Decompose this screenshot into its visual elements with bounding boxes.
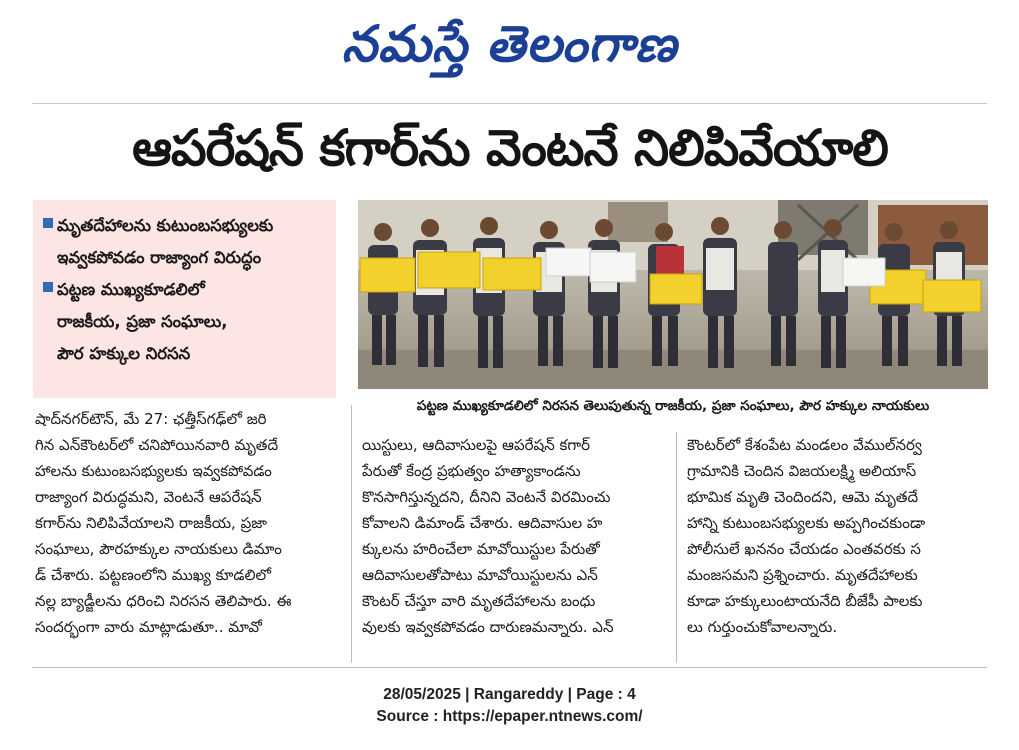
top-rule: [32, 103, 987, 104]
article-line: హాలను కుటుంబసభ్యులకు ఇవ్వకపోవడం: [35, 462, 272, 480]
article-line: హాన్ని కుటుంబసభ్యులకు అప్పగించకుండా: [687, 514, 926, 532]
protest-photo-illustration: [358, 200, 988, 389]
highlight-line: పట్టణ ముఖ్యకూడలిలో: [57, 280, 205, 299]
column-divider: [676, 432, 677, 663]
headline: ఆపరేషన్ కగార్‌ను వెంటనే నిలిపివేయాలి: [132, 118, 888, 177]
highlight-line: మృతదేహాలను కుటుంబసభ్యులకు: [57, 216, 274, 235]
article-line: వులకు ఇవ్వకపోవడం దారుణమన్నారు. ఎన్: [362, 618, 614, 636]
article-line: గ్రామానికి చెందిన విజయలక్ష్మి అలియాస్: [687, 462, 917, 480]
article-line: యిస్టులు, ఆదివాసులపై ఆపరేషన్ కగార్: [362, 436, 591, 454]
article-line: షాద్‌నగర్‌టౌన్, మే 27: ఛత్తీస్‌గఢ్‌లో జరి: [35, 410, 267, 428]
highlight-line: రాజకీయ, ప్రజా సంఘాలు,: [57, 312, 228, 331]
square-bullet-icon: [43, 218, 53, 228]
article-line: పోలీసులే ఖననం చేయడం ఎంతవరకు స: [687, 540, 921, 558]
photo-caption: పట్టణ ముఖ్యకూడలిలో నిరసన తెలుపుతున్న రాజకీయ, ప్రజా సంఘాలు, పౌర హక్కుల నాయకులు: [416, 397, 930, 414]
article-line: కూడా హక్కులుంటాయనేది బీజేపీ పాలకు: [687, 592, 923, 610]
article-line: లు గుర్తుంచుకోవాలన్నారు.: [687, 618, 838, 636]
masthead: [0, 0, 1019, 100]
article-line: నల్ల బ్యాడ్జీలను ధరించి నిరసన తెలిపారు. ఈ: [35, 592, 292, 610]
article-line: క్కులను హరించేలా మావోయిస్టుల పేరుతో: [362, 540, 600, 558]
article-column-3: [687, 432, 987, 640]
article-line: కౌంటర్ చేస్తూ వారి మృతదేహాలను బంధు: [362, 592, 596, 610]
article-line: భూమిక మృతి చెందిందని, ఆమె మృతదే: [687, 488, 919, 506]
bottom-rule: [32, 667, 987, 668]
article-line: రాజ్యాంగ విరుద్ధమని, వెంటనే ఆపరేషన్: [35, 488, 262, 506]
highlight-item: [43, 210, 328, 274]
article-column-2: [362, 432, 667, 640]
article-line: డ్ చేశారు. పట్టణంలోని ముఖ్య కూడలిలో: [35, 566, 271, 584]
column-divider: [351, 405, 352, 663]
newspaper-logo: నమస్తే తెలంగాణ: [341, 14, 678, 73]
article-line: కౌంటర్‌లో కేశంపేట మండలం వేముల్‌నర్వ: [687, 436, 922, 454]
article-line: కోవాలని డిమాండ్ చేశారు. ఆదివాసుల హ: [362, 514, 603, 532]
footer: [0, 684, 1019, 728]
highlight-line: పౌర హక్కుల నిరసన: [57, 344, 191, 363]
article-line: కగార్‌ను నిలిపివేయాలని రాజకీయ, ప్రజా: [35, 514, 267, 532]
article-line: మంజసమని ప్రశ్నించారు. మృతదేహాలకు: [687, 566, 918, 584]
footer-source-link[interactable]: Source : https://epaper.ntnews.com/: [376, 708, 643, 725]
highlight-line: ఇవ్వకపోవడం రాజ్యాంగ విరుద్ధం: [57, 248, 262, 267]
article-line: పేరుతో కేంద్ర ప్రభుత్వం హత్యాకాండను: [362, 462, 581, 480]
protest-photo: [358, 200, 988, 389]
footer-date-line: 28/05/2025 | Rangareddy | Page : 4: [383, 686, 636, 703]
article-line: ఆదివాసులతోపాటు మావోయిస్టులను ఎన్: [362, 566, 598, 584]
highlights-box: [33, 200, 336, 398]
highlight-item: [43, 274, 328, 370]
square-bullet-icon: [43, 282, 53, 292]
article-line: గిన ఎన్‌కౌంటర్‌లో చనిపోయినవారి మృతదే: [35, 436, 279, 454]
article-line: సందర్భంగా వారు మాట్లాడుతూ.. మావో: [35, 618, 262, 636]
article-column-1: [35, 406, 340, 640]
article-line: సంఘాలు, పౌరహక్కుల నాయకులు డిమాం: [35, 540, 282, 558]
article-line: కొనసాగిస్తున్నదని, దీనిని వెంటనే విరమించు: [362, 488, 611, 506]
